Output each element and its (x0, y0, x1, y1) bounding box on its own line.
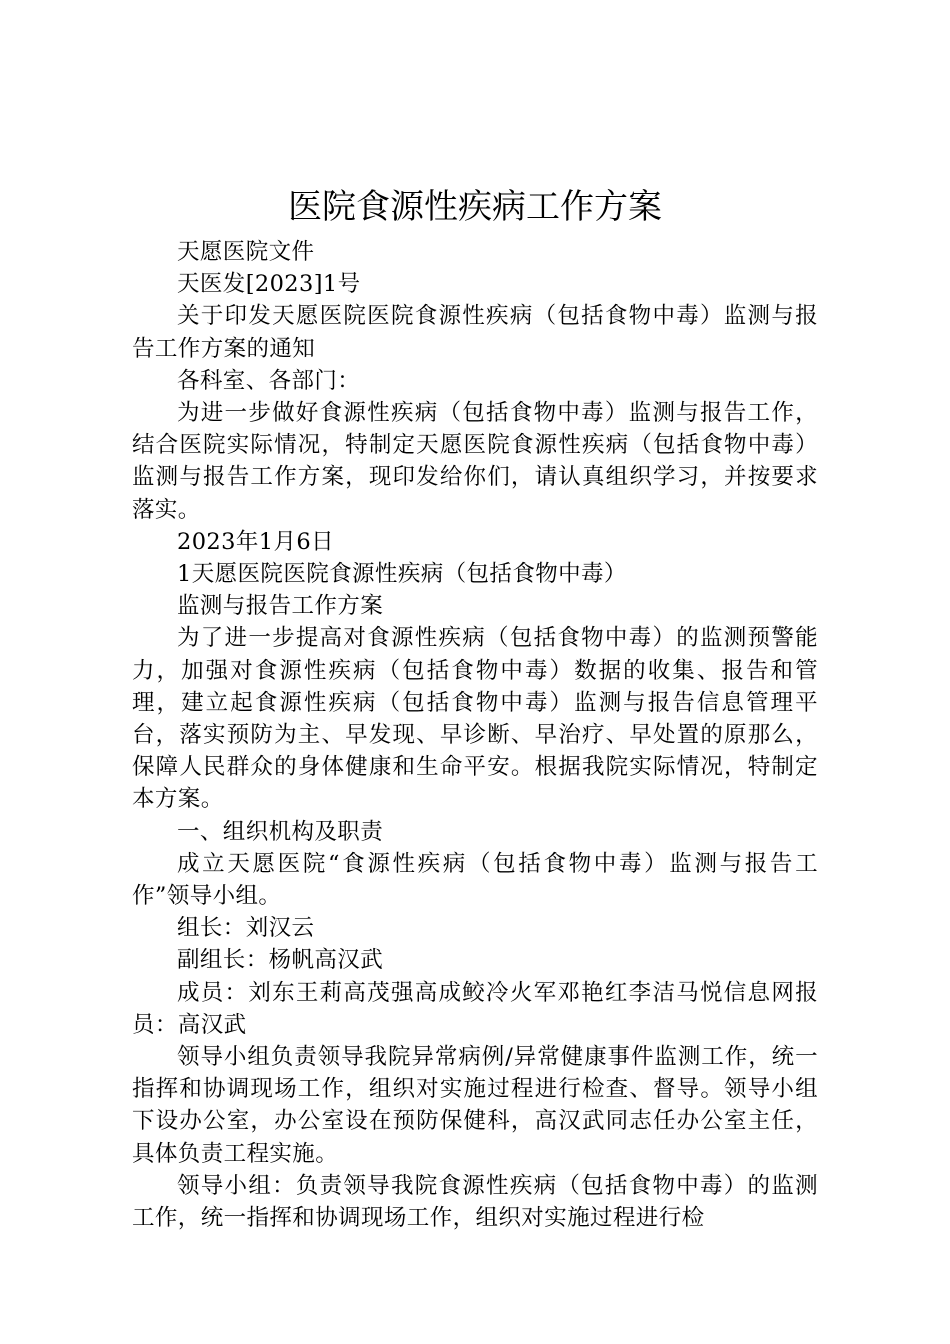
group-leader: 组长：刘汉云 (177, 915, 315, 942)
plan-intro: 为了进一步提高对食源性疾病（包括食物中毒）的监测预警能力，加强对食源性疾病（包括食物中毒）数据的收集、报告和管理，建立起食源性疾病（包括食物中毒）监测与报告信息管理平台，落实预防为主、早发现、早诊断、早治疗、早处置的原那么，保障人民群众的身体健康和生命平安。根据我院实际情况，特制定本方案。 (132, 625, 818, 813)
notice-body: 为进一步做好食源性疾病（包括食物中毒）监测与报告工作，结合医院实际情况，特制定天愿医院食源性疾病（包括食物中毒）监测与报告工作方案，现印发给你们，请认真组织学习，并按要求落实。 (132, 400, 818, 523)
document-number: 天医发[2023]1号 (177, 271, 361, 298)
document-title: 医院食源性疾病工作方案 (288, 187, 662, 227)
group-duties: 领导小组负责领导我院异常病例/异常健康事件监测工作，统一指挥和协调现场工作，组织对实施过程进行检查、督导。领导小组下设办公室，办公室设在预防保健科，高汉武同志任办公室主任，具体负责工程实施。 (132, 1044, 818, 1167)
section-heading-organization: 一、组织机构及职责 (177, 818, 384, 845)
group-establishment: 成立天愿医院“食源性疾病（包括食物中毒）监测与报告工作”领导小组。 (132, 850, 818, 910)
issuer-line: 天愿医院文件 (177, 239, 315, 265)
document-body (132, 184, 818, 1234)
recipients-line: 各科室、各部门： (177, 367, 361, 394)
group-members: 成员：刘东王莉高茂强高成鲛冷火军邓艳红李洁马悦信息网报员：高汉武 (132, 979, 818, 1038)
notice-subject: 关于印发天愿医院医院食源性疾病（包括食物中毒）监测与报告工作方案的通知 (132, 303, 818, 362)
leadership-responsibilities: 领导小组：负责领导我院食源性疾病（包括食物中毒）的监测工作，统一指挥和协调现场工作，组织对实施过程进行检 (132, 1172, 818, 1232)
plan-heading-line-1: 1天愿医院医院食源性疾病（包括食物中毒） (177, 561, 627, 588)
plan-heading-line-2: 监测与报告工作方案 (177, 593, 384, 620)
issue-date: 2023年1月6日 (177, 528, 334, 555)
deputy-leaders: 副组长：杨帆高汉武 (177, 947, 384, 974)
